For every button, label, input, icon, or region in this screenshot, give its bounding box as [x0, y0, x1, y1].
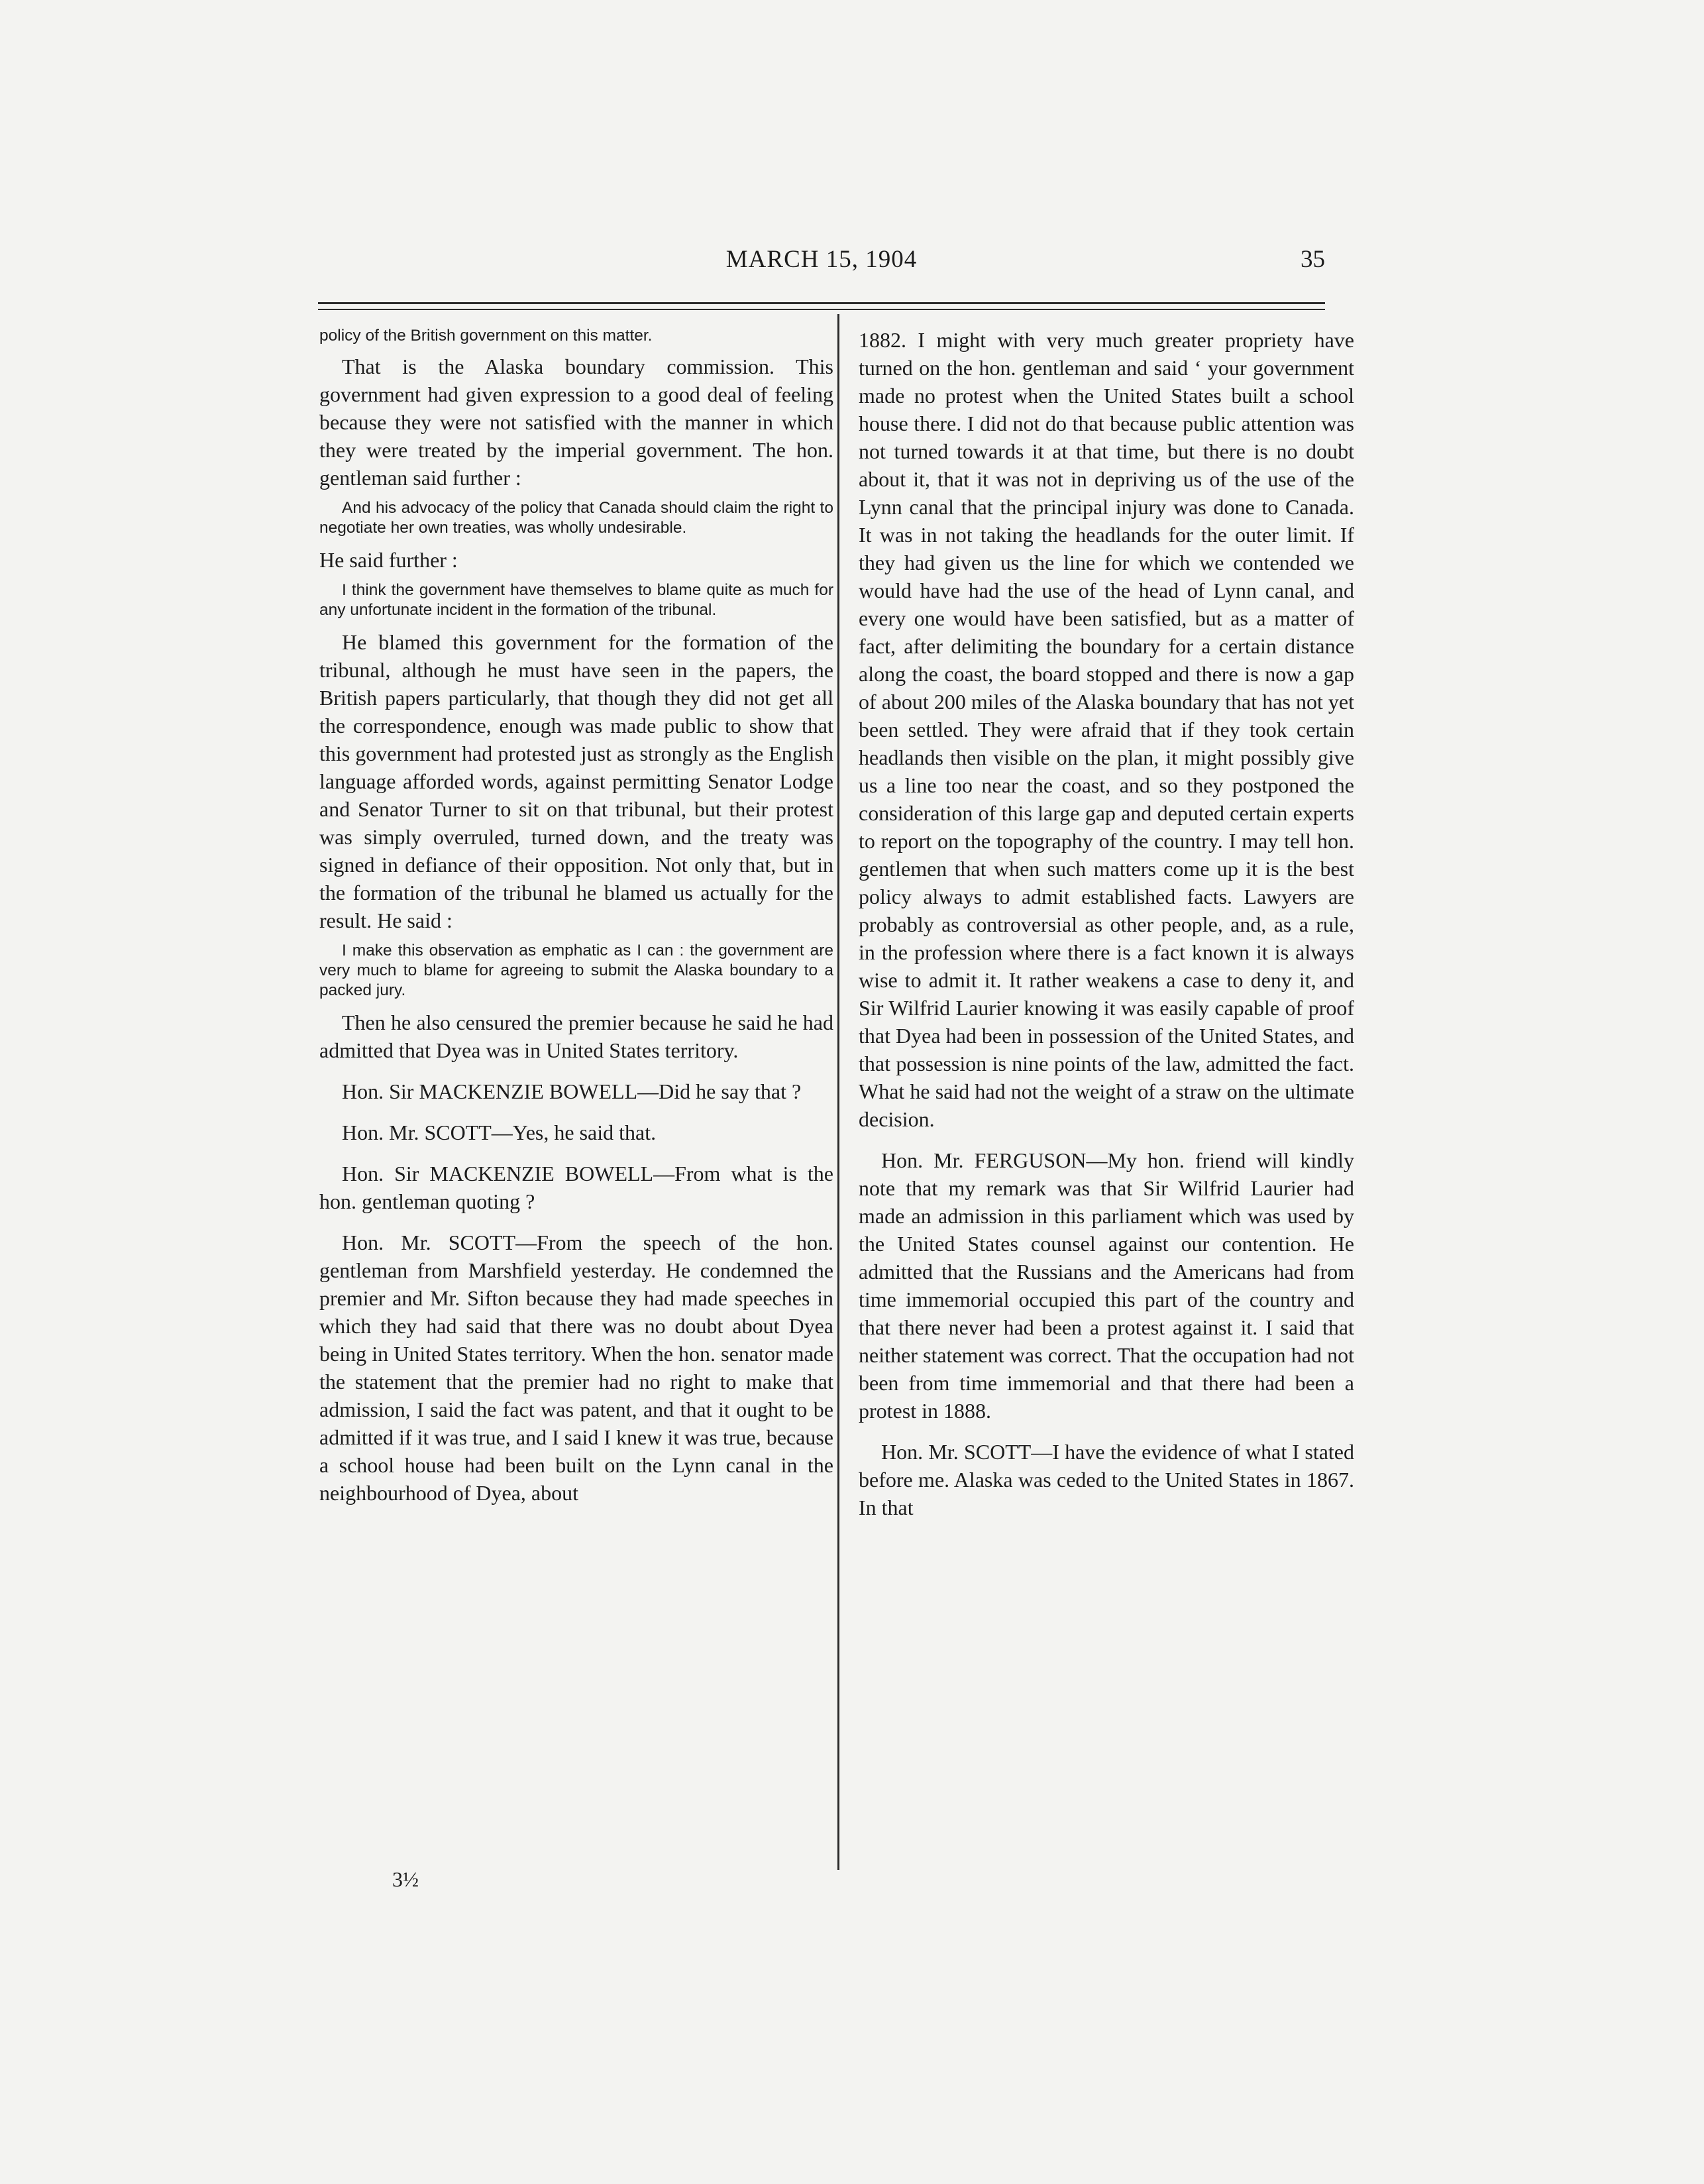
paragraph: 1882. I might with very much greater propriety have turned on the hon. gentleman and said ‘ your government made no protest when the United States built a school house there. I did not do that because public attention was not turned towards it at that time, but there is no doubt about it, that it was not in depriving us of the use of the Lynn canal that the principal injury was done to Canada. It was in not taking the headlands for the outer limit. If they had given us the line for which we contended we would have had the use of the head of Lynn canal, and every one would have been satisfied, but as a matter of fact, after delimiting the boundary for a certain distance along the coast, the board stopped and there is now a gap of about 200 miles of the Alaska boundary that has not yet been settled. They were afraid that if they took certain headlands then visible on the plan, it might possibly give us a line too near the coast, and so they postponed the consideration of this large gap and deputed certain experts to report on the topography of the country. I may tell hon. gentlemen that when such matters come up it is the best policy always to admit established facts. Lawyers are probably as controversial as other people, and, as a rule, in the profession where there is a fact known it is always wise to admit it. It rather weakens a case to deny it, and Sir Wilfrid Laurier knowing it was easily capable of proof that Dyea had been in possession of the United States, and that possession is nine points of the law, admitted the fact. What he said had not the weight of a straw on the ultimate decision.	[859, 328, 1354, 1131]
signature-mark: 3½	[392, 1867, 419, 1891]
running-header	[318, 245, 1325, 285]
header-date: MARCH 15, 1904	[725, 246, 918, 273]
block-quote: I think the government have themselves to blame quite as much for any unfortunate incident in the formation of the tribunal.	[319, 581, 833, 619]
speech-paragraph: Hon. Mr. SCOTT—Yes, he said that.	[342, 1120, 657, 1144]
header-rule-top	[318, 302, 1325, 304]
column-divider	[837, 314, 839, 1870]
left-column	[319, 326, 833, 1507]
speech-paragraph: Hon. Sir MACKENZIE BOWELL—From what is the hon. gentleman quoting ?	[319, 1162, 833, 1213]
paragraph: policy of the British government on this matter.	[319, 327, 653, 345]
header-rule-bottom	[318, 309, 1325, 310]
right-column	[859, 326, 1354, 1521]
speech-paragraph: Hon. Mr. SCOTT—From the speech of the hon. gentleman from Marshfield yesterday. He condemned the premier and Mr. Sifton because they had made speeches in which they had said that there was no doubt about Dyea being in United States territory. When the hon. senator made the statement that the premier had no right to make that admission, I said the fact was patent, and that it ought to be admitted if it was true, and I said I knew it was true, because a school house had been built on the Lynn canal in the neighbourhood of Dyea, about	[319, 1230, 833, 1505]
paragraph: That is the Alaska boundary commission. This government had given expression to a good deal of feeling because they were not satisfied with the manner in which they were treated by the imperial government. The hon. gentleman said further :	[319, 355, 833, 490]
speech-paragraph: Hon. Mr. SCOTT—I have the evidence of what I stated before me. Alaska was ceded to the United States in 1867. In that	[859, 1440, 1354, 1519]
paragraph: Then he also censured the premier because he said he had admitted that Dyea was in United States territory.	[319, 1010, 833, 1062]
speech-paragraph: Hon. Sir MACKENZIE BOWELL—Did he say that ?	[342, 1079, 802, 1103]
block-quote: And his advocacy of the policy that Canada should claim the right to negotiate her own treaties, was wholly undesirable.	[319, 499, 833, 537]
speech-paragraph: Hon. Mr. FERGUSON—My hon. friend will kindly note that my remark was that Sir Wilfrid Laurier had made an admission in this parliament which was used by the United States counsel against our contention. He admitted that the Russians and the Americans had from time immemorial occupied this part of the country and that there never had been a protest against it. I said that neither statement was correct. That the occupation had not been from time immemorial and that there had been a protest in 1888.	[859, 1148, 1354, 1423]
page-number: 35	[1301, 246, 1325, 273]
paragraph: He blamed this government for the formation of the tribunal, although he must have seen in the papers, the British papers particularly, that though they did not get all the correspondence, enough was made public to show that this government had protested just as strongly as the English language afforded words, against permitting Senator Lodge and Senator Turner to sit on that tribunal, but their protest was simply overruled, turned down, and the treaty was signed in defiance of their opposition. Not only that, but in the formation of the tribunal he blamed us actually for the result. He said :	[319, 630, 833, 932]
block-quote: I make this observation as emphatic as I can : the government are very much to blame for agreeing to submit the Alaska boundary to a packed jury.	[319, 942, 833, 999]
paragraph: He said further :	[319, 548, 458, 572]
